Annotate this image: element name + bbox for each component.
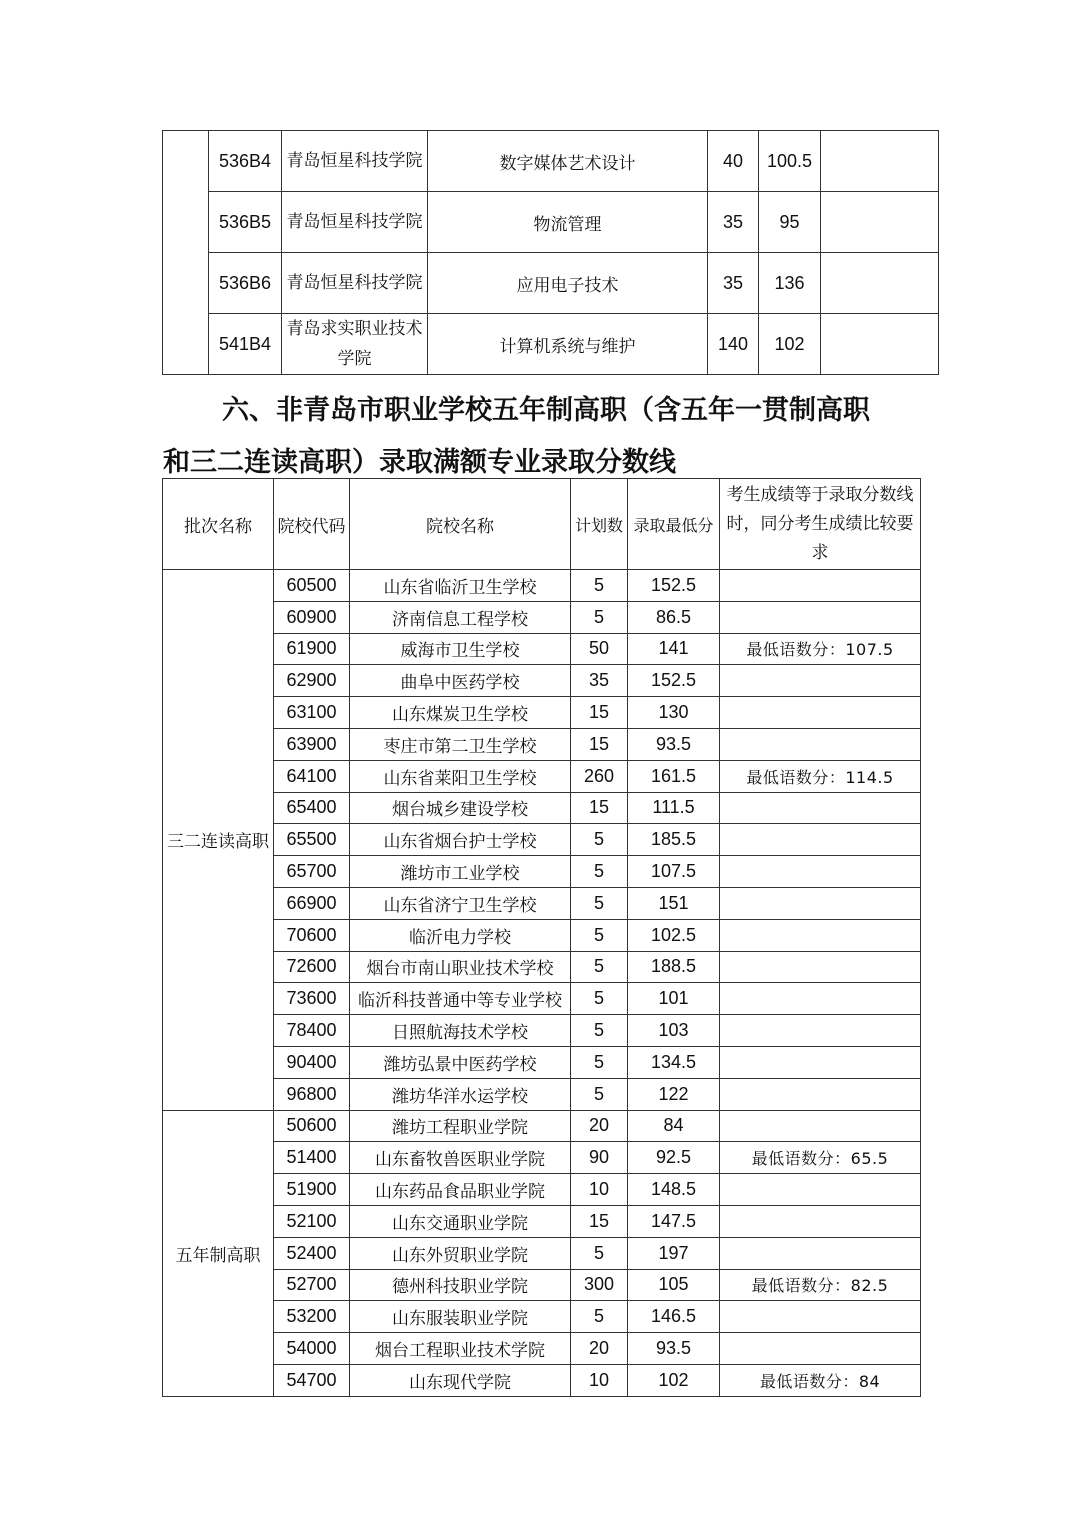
header-plan: 计划数: [571, 479, 628, 570]
school-cell: 潍坊华洋水运学校: [350, 1078, 571, 1110]
school-cell: 烟台工程职业技术学院: [350, 1333, 571, 1365]
note-cell: [720, 1301, 921, 1333]
school-cell: 德州科技职业学院: [350, 1269, 571, 1301]
table-row: [163, 824, 921, 856]
table-row: [163, 570, 921, 602]
header-note: 考生成绩等于录取分数线时，同分考生成绩比较要求: [720, 479, 921, 570]
plan-cell: 5: [571, 919, 628, 951]
note-cell: [720, 1205, 921, 1237]
score-cell: 151: [628, 887, 720, 919]
note-cell: [720, 856, 921, 888]
school-cell: 潍坊弘景中医药学校: [350, 1046, 571, 1078]
code-cell: 73600: [274, 983, 350, 1015]
major-cell: 应用电子技术: [428, 253, 708, 314]
blank-batch-cell: [163, 131, 209, 375]
note-cell: [720, 919, 921, 951]
table-row: [163, 856, 921, 888]
table-row: [163, 1046, 921, 1078]
batch-cell: 五年制高职: [163, 1110, 274, 1396]
code-cell: 65500: [274, 824, 350, 856]
code-cell: 536B5: [209, 192, 282, 253]
school-cell: 青岛恒星科技学院: [282, 131, 428, 192]
note-cell: [720, 1237, 921, 1269]
major-cell: 计算机系统与维护: [428, 314, 708, 375]
code-cell: 70600: [274, 919, 350, 951]
code-cell: 66900: [274, 887, 350, 919]
code-cell: 62900: [274, 665, 350, 697]
plan-cell: 5: [571, 1078, 628, 1110]
note-cell: [821, 253, 939, 314]
plan-cell: 140: [708, 314, 759, 375]
top-table: [162, 130, 939, 375]
header-min-score: 录取最低分: [628, 479, 720, 570]
code-cell: 52100: [274, 1205, 350, 1237]
major-cell: 物流管理: [428, 192, 708, 253]
school-cell: 枣庄市第二卫生学校: [350, 728, 571, 760]
table-row: [163, 1078, 921, 1110]
school-cell: 烟台城乡建设学校: [350, 792, 571, 824]
plan-cell: 5: [571, 887, 628, 919]
table-row: [163, 314, 939, 375]
code-cell: 51400: [274, 1142, 350, 1174]
plan-cell: 5: [571, 601, 628, 633]
school-cell: 临沂科技普通中等专业学校: [350, 983, 571, 1015]
table-row: [163, 728, 921, 760]
note-cell: [720, 601, 921, 633]
score-cell: 111.5: [628, 792, 720, 824]
note-cell: [720, 1046, 921, 1078]
note-cell: [821, 131, 939, 192]
school-cell: 山东交通职业学院: [350, 1205, 571, 1237]
score-cell: 136: [759, 253, 821, 314]
score-cell: 197: [628, 1237, 720, 1269]
table-row: [163, 1333, 921, 1365]
header-code: 院校代码: [274, 479, 350, 570]
plan-cell: 5: [571, 1237, 628, 1269]
score-cell: 152.5: [628, 665, 720, 697]
table-row: [163, 887, 921, 919]
school-cell: 山东省济宁卫生学校: [350, 887, 571, 919]
score-cell: 103: [628, 1015, 720, 1047]
code-cell: 63100: [274, 697, 350, 729]
note-cell: [720, 983, 921, 1015]
note-cell: 最低语数分：107.5: [720, 633, 921, 665]
plan-cell: 300: [571, 1269, 628, 1301]
code-cell: 54700: [274, 1364, 350, 1396]
score-cell: 146.5: [628, 1301, 720, 1333]
plan-cell: 260: [571, 760, 628, 792]
school-cell: 济南信息工程学校: [350, 601, 571, 633]
score-cell: 102.5: [628, 919, 720, 951]
section-heading-line2: 和三二连读高职）录取满额专业录取分数线: [163, 447, 676, 478]
score-cell: 84: [628, 1110, 720, 1142]
note-cell: [720, 1333, 921, 1365]
code-cell: 52700: [274, 1269, 350, 1301]
code-cell: 61900: [274, 633, 350, 665]
batch-cell: 三二连读高职: [163, 570, 274, 1111]
code-cell: 96800: [274, 1078, 350, 1110]
table-header-row: [163, 479, 921, 570]
table-row: [163, 665, 921, 697]
school-cell: 山东省莱阳卫生学校: [350, 760, 571, 792]
plan-cell: 15: [571, 1205, 628, 1237]
table-row: [163, 192, 939, 253]
table-row: [163, 697, 921, 729]
school-cell: 潍坊市工业学校: [350, 856, 571, 888]
score-cell: 105: [628, 1269, 720, 1301]
cutoff-score-table: [162, 478, 921, 1397]
score-cell: 102: [759, 314, 821, 375]
score-cell: 107.5: [628, 856, 720, 888]
note-cell: 最低语数分：82.5: [720, 1269, 921, 1301]
note-cell: [821, 192, 939, 253]
table-row: [163, 1269, 921, 1301]
code-cell: 541B4: [209, 314, 282, 375]
score-cell: 148.5: [628, 1174, 720, 1206]
school-cell: 临沂电力学校: [350, 919, 571, 951]
code-cell: 65400: [274, 792, 350, 824]
table-row: [163, 1110, 921, 1142]
score-cell: 147.5: [628, 1205, 720, 1237]
plan-cell: 5: [571, 1301, 628, 1333]
plan-cell: 35: [708, 253, 759, 314]
plan-cell: 15: [571, 728, 628, 760]
note-cell: [720, 792, 921, 824]
code-cell: 536B6: [209, 253, 282, 314]
school-cell: 山东药品食品职业学院: [350, 1174, 571, 1206]
score-cell: 161.5: [628, 760, 720, 792]
table-row: [163, 253, 939, 314]
code-cell: 51900: [274, 1174, 350, 1206]
score-cell: 95: [759, 192, 821, 253]
table-row: [163, 792, 921, 824]
major-cell: 数字媒体艺术设计: [428, 131, 708, 192]
table-row: [163, 1364, 921, 1396]
school-cell: 青岛恒星科技学院: [282, 192, 428, 253]
plan-cell: 5: [571, 1046, 628, 1078]
school-cell: 曲阜中医药学校: [350, 665, 571, 697]
table-row: [163, 131, 939, 192]
school-cell: 山东煤炭卫生学校: [350, 697, 571, 729]
note-cell: [720, 824, 921, 856]
note-cell: [720, 1110, 921, 1142]
score-cell: 152.5: [628, 570, 720, 602]
note-cell: 最低语数分：114.5: [720, 760, 921, 792]
note-cell: [720, 665, 921, 697]
note-cell: [720, 570, 921, 602]
school-cell: 青岛求实职业技术学院: [282, 314, 428, 375]
note-cell: [720, 697, 921, 729]
note-cell: [720, 951, 921, 983]
score-cell: 130: [628, 697, 720, 729]
table-row: [163, 1174, 921, 1206]
table-row: [163, 633, 921, 665]
plan-cell: 10: [571, 1174, 628, 1206]
code-cell: 65700: [274, 856, 350, 888]
note-cell: [720, 1174, 921, 1206]
code-cell: 50600: [274, 1110, 350, 1142]
plan-cell: 5: [571, 951, 628, 983]
score-cell: 100.5: [759, 131, 821, 192]
score-cell: 101: [628, 983, 720, 1015]
note-cell: [720, 887, 921, 919]
code-cell: 53200: [274, 1301, 350, 1333]
table-row: [163, 983, 921, 1015]
score-cell: 185.5: [628, 824, 720, 856]
table-row: [163, 1301, 921, 1333]
score-cell: 122: [628, 1078, 720, 1110]
school-cell: 潍坊工程职业学院: [350, 1110, 571, 1142]
plan-cell: 90: [571, 1142, 628, 1174]
header-school: 院校名称: [350, 479, 571, 570]
score-cell: 141: [628, 633, 720, 665]
code-cell: 54000: [274, 1333, 350, 1365]
code-cell: 78400: [274, 1015, 350, 1047]
note-cell: 最低语数分：65.5: [720, 1142, 921, 1174]
score-cell: 102: [628, 1364, 720, 1396]
code-cell: 64100: [274, 760, 350, 792]
table-row: [163, 1142, 921, 1174]
table-row: [163, 951, 921, 983]
note-cell: 最低语数分：84: [720, 1364, 921, 1396]
note-cell: [821, 314, 939, 375]
school-cell: 山东省烟台护士学校: [350, 824, 571, 856]
table-row: [163, 919, 921, 951]
score-cell: 92.5: [628, 1142, 720, 1174]
school-cell: 青岛恒星科技学院: [282, 253, 428, 314]
score-cell: 134.5: [628, 1046, 720, 1078]
plan-cell: 5: [571, 983, 628, 1015]
plan-cell: 40: [708, 131, 759, 192]
code-cell: 63900: [274, 728, 350, 760]
header-batch: 批次名称: [163, 479, 274, 570]
code-cell: 60500: [274, 570, 350, 602]
table-row: [163, 1237, 921, 1269]
school-cell: 山东外贸职业学院: [350, 1237, 571, 1269]
plan-cell: 5: [571, 856, 628, 888]
table-row: [163, 1015, 921, 1047]
school-cell: 山东省临沂卫生学校: [350, 570, 571, 602]
plan-cell: 20: [571, 1333, 628, 1365]
school-cell: 山东服装职业学院: [350, 1301, 571, 1333]
plan-cell: 15: [571, 792, 628, 824]
school-cell: 日照航海技术学校: [350, 1015, 571, 1047]
code-cell: 72600: [274, 951, 350, 983]
code-cell: 52400: [274, 1237, 350, 1269]
plan-cell: 35: [571, 665, 628, 697]
note-cell: [720, 1015, 921, 1047]
section-heading-line1: 六、非青岛市职业学校五年制高职（含五年一贯制高职: [222, 395, 870, 426]
school-cell: 山东现代学院: [350, 1364, 571, 1396]
plan-cell: 20: [571, 1110, 628, 1142]
score-cell: 93.5: [628, 1333, 720, 1365]
score-cell: 188.5: [628, 951, 720, 983]
score-cell: 93.5: [628, 728, 720, 760]
note-cell: [720, 728, 921, 760]
table-row: [163, 601, 921, 633]
score-cell: 86.5: [628, 601, 720, 633]
plan-cell: 5: [571, 1015, 628, 1047]
school-cell: 威海市卫生学校: [350, 633, 571, 665]
plan-cell: 5: [571, 570, 628, 602]
code-cell: 90400: [274, 1046, 350, 1078]
plan-cell: 10: [571, 1364, 628, 1396]
school-cell: 烟台市南山职业技术学校: [350, 951, 571, 983]
plan-cell: 35: [708, 192, 759, 253]
code-cell: 60900: [274, 601, 350, 633]
plan-cell: 15: [571, 697, 628, 729]
plan-cell: 50: [571, 633, 628, 665]
table-row: [163, 760, 921, 792]
table-row: [163, 1205, 921, 1237]
note-cell: [720, 1078, 921, 1110]
code-cell: 536B4: [209, 131, 282, 192]
plan-cell: 5: [571, 824, 628, 856]
school-cell: 山东畜牧兽医职业学院: [350, 1142, 571, 1174]
